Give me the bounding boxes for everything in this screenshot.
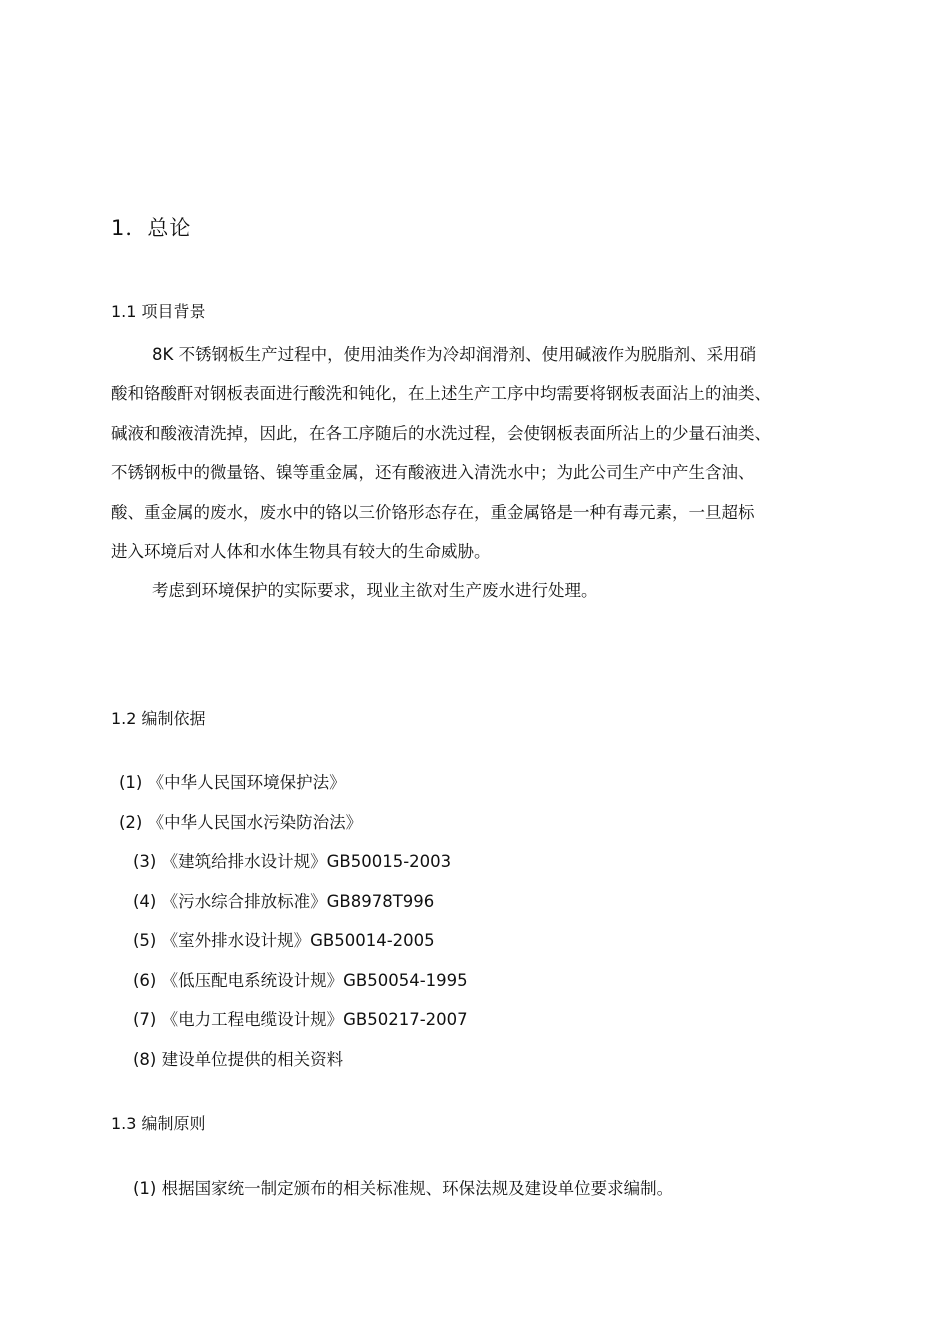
basis-list-item: (1) 《中华人民国环境保护法》: [119, 773, 346, 792]
chapter-title: 1．总论: [111, 216, 192, 240]
paragraph-line: 不锈钢板中的微量铬、镍等重金属，还有酸液进入清洗水中；为此公司生产中产生含油、: [111, 463, 755, 483]
basis-list-item: (8) 建设单位提供的相关资料: [133, 1050, 344, 1069]
principles-list-item: (1) 根据国家统一制定颁布的相关标准规、环保法规及建设单位要求编制。: [133, 1179, 674, 1198]
section-heading-basis: 1.2 编制依据: [111, 709, 206, 728]
basis-list-item: (4) 《污水综合排放标准》GB8978T996: [133, 892, 435, 911]
basis-list-item: (2) 《中华人民国水污染防治法》: [119, 813, 363, 832]
paragraph-line: 8K 不锈钢板生产过程中，使用油类作为冷却润滑剂、使用碱液作为脱脂剂、采用硝: [152, 345, 757, 364]
basis-list-item: (5) 《室外排水设计规》GB50014-2005: [133, 931, 435, 950]
section-heading-background: 1.1 项目背景: [111, 302, 206, 321]
background-paragraph: [111, 335, 871, 611]
basis-list-item: (7) 《电力工程电缆设计规》GB50217-2007: [133, 1010, 468, 1029]
paragraph-line: 考虑到环境保护的实际要求，现业主欲对生产废水进行处理。: [152, 581, 598, 601]
paragraph-line: 碱液和酸液清洗掉，因此，在各工序随后的水洗过程，会使钢板表面所沾上的少量石油类、: [111, 423, 771, 443]
paragraph-line: 进入环境后对人体和水体生物具有较大的生命威胁。: [111, 542, 491, 562]
section-heading-principles: 1.3 编制原则: [111, 1114, 206, 1133]
basis-list-item: (6) 《低压配电系统设计规》GB50054-1995: [133, 971, 468, 990]
basis-list-item: (3) 《建筑给排水设计规》GB50015-2003: [133, 852, 452, 871]
paragraph-line: 酸、重金属的废水，废水中的铬以三价铬形态存在，重金属铬是一种有毒元素，一旦超标: [111, 502, 755, 522]
paragraph-line: 酸和铬酸酐对钢板表面进行酸洗和钝化，在上述生产工序中均需要将钢板表面沾上的油类、: [111, 384, 771, 404]
